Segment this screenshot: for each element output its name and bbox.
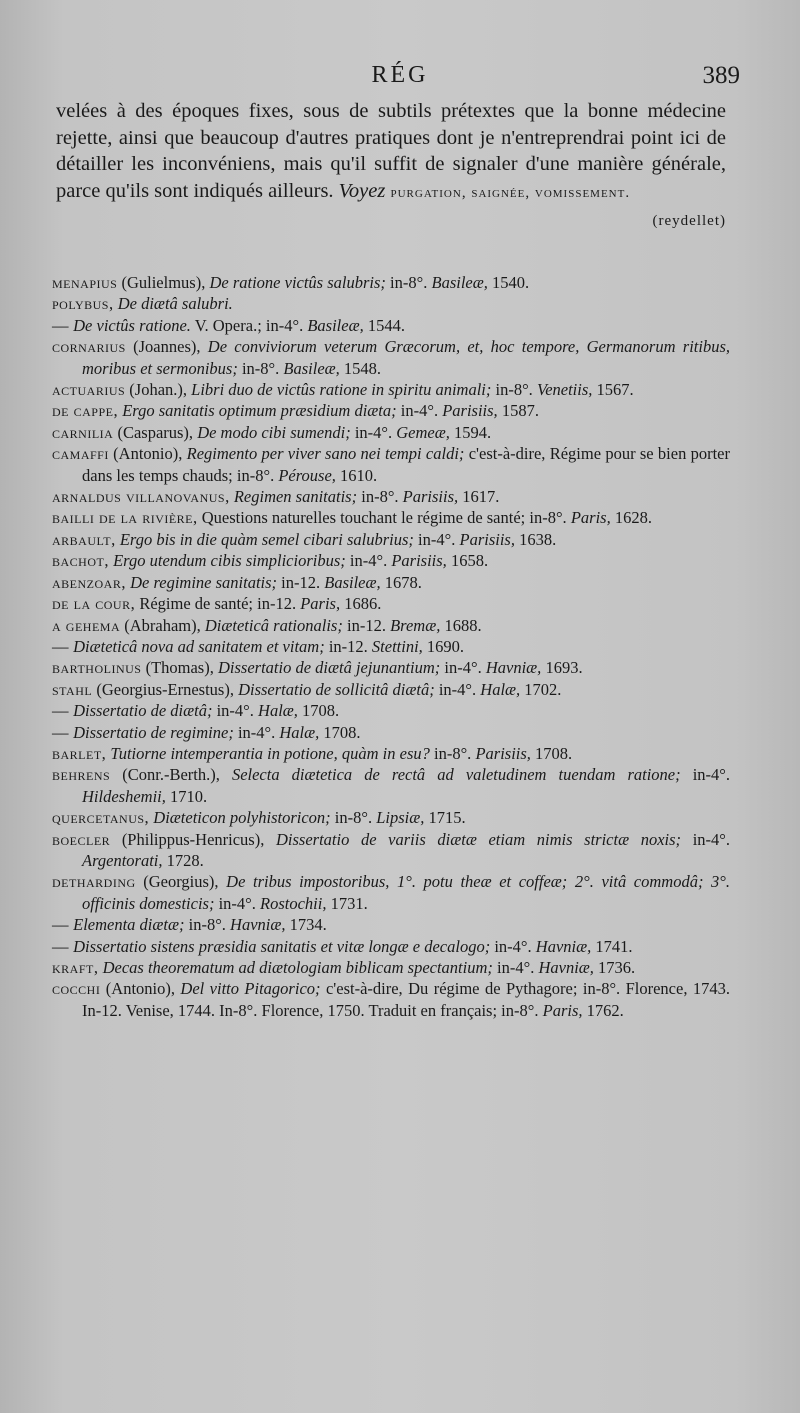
bibliography-entry [52, 978, 730, 1021]
entry-format: in-4°. [349, 551, 388, 571]
entry-detail: (Casparus), [117, 422, 194, 442]
entry-detail: (Philippus-Henricus), [121, 829, 265, 849]
entry-title: De modo cibi sumendi; [197, 422, 351, 442]
entry-place: Paris, [542, 1000, 583, 1020]
entry-title: Regimen sanitatis; [233, 487, 358, 507]
entry-author: bailli de la rivière, [52, 508, 198, 528]
entry-author: arnaldus villanovanus, [52, 487, 230, 507]
entry-title: Ergo sanitatis optimum præsidium diæta; [122, 401, 397, 421]
entry-author: abenzoar, [52, 572, 126, 592]
bibliography-entry [52, 550, 730, 571]
bibliography-entry [52, 636, 730, 657]
entry-title: Elementa diætæ; [73, 915, 185, 935]
bibliography-entry [52, 679, 730, 700]
entry-detail: (Thomas), [145, 658, 214, 678]
entry-title: Ergo bis in die quàm semel cibari salubrius; [119, 529, 414, 549]
entry-place: Basileæ, [307, 315, 364, 335]
entry-place: Halæ, [258, 701, 298, 721]
cross-references: purgation, saignée, vomissement. [390, 184, 631, 201]
entry-year: 1702. [524, 679, 562, 699]
entry-year: 1710. [170, 786, 208, 806]
entry-author: arbault, [52, 529, 116, 549]
entry-author: — [52, 701, 69, 721]
entry-format: in-4°. [438, 679, 477, 699]
entry-year: 1544. [367, 315, 405, 335]
entry-format: in-12. [281, 572, 321, 592]
entry-year: 1628. [614, 508, 652, 528]
entry-author: de la cour, [52, 594, 136, 614]
entry-place: Parisiis, [442, 401, 498, 421]
entry-year: 1540. [491, 273, 530, 292]
entry-author: carnilia [52, 422, 114, 442]
entry-author: cocchi [52, 979, 101, 999]
entry-title: De diætâ salubri. [117, 294, 233, 314]
entry-format: in-8°. [434, 743, 472, 763]
entry-detail: (Abraham), [124, 615, 201, 635]
entry-title: De victûs ratione. [73, 315, 191, 335]
bibliography-entry [52, 957, 730, 978]
entry-author: menapius [52, 273, 118, 292]
entry-detail: (Joannes), [133, 337, 201, 357]
page-header [0, 62, 800, 96]
entry-author: kraft, [52, 958, 99, 977]
entry-place: Havniæ, [535, 936, 592, 956]
entry-year: 1708. [535, 743, 573, 763]
entry-author: — [52, 915, 69, 935]
entry-year: 1610. [340, 465, 378, 485]
entry-format: in-4°. [418, 529, 456, 549]
bibliography-list [52, 272, 730, 1021]
entry-detail: Questions naturelles touchant le régime de santé; [201, 508, 526, 528]
entry-place: Pérouse, [278, 465, 336, 485]
entry-format: in-8°. [334, 808, 373, 828]
entry-place: Lipsiæ, [376, 808, 425, 828]
entry-title: Del vitto Pitagorico; [180, 979, 321, 999]
entry-year: 1728. [166, 850, 204, 870]
entry-title: Tutiorne intemperantia in potione, quàm in esu? [110, 743, 430, 763]
entry-format: in-12. [257, 594, 297, 614]
bibliography-entry [52, 764, 730, 807]
entry-format: in-8°. [188, 915, 226, 935]
entry-detail: (Johan.), [129, 380, 188, 400]
entry-format: c'est-à-dire, Du régime de Pythagore; in-8°. Florence, 1743. In-12. Venise, 1744. In-8°. Florence, 1750. Traduit en français; in-8°. [82, 979, 731, 1020]
see-word: Voyez [338, 179, 386, 202]
entry-detail: (Antonio), [105, 979, 175, 999]
entry-year: 1708. [302, 701, 340, 721]
entry-title: Selecta diætetica de rectâ ad valetudinem tuendam ratione; [231, 765, 681, 785]
entry-title: Dissertatio de regimine; [73, 722, 234, 742]
entry-year: 1594. [454, 422, 492, 442]
entry-author: stahl [52, 679, 93, 699]
entry-year: 1708. [323, 722, 361, 742]
entry-detail: (Georgius), [143, 872, 219, 892]
entry-format: in-8°. [495, 380, 533, 400]
entry-year: 1658. [450, 551, 489, 571]
entry-author: detharding [52, 872, 136, 892]
entry-format: in-4°. [444, 658, 482, 678]
entry-place: Havniæ, [230, 915, 286, 935]
entry-place: Havniæ, [538, 958, 594, 977]
page-number: 389 [702, 62, 740, 89]
entry-place: Basileæ, [324, 572, 381, 592]
bibliography-entry [52, 807, 730, 828]
entry-author: camaffi [52, 444, 109, 464]
entry-year: 1736. [598, 958, 636, 977]
entry-title: Diæteticon polyhistoricon; [153, 808, 331, 828]
bibliography-entry [52, 572, 730, 593]
entry-format: in-4°. [216, 701, 254, 721]
entry-year: 1686. [344, 594, 382, 614]
bibliography-entry [52, 593, 730, 614]
entry-author: — [52, 636, 69, 656]
entry-title: Libri duo de victûs ratione in spiritu animali; [191, 380, 492, 400]
entry-place: Argentorati, [82, 850, 163, 870]
entry-author: bachot, [52, 551, 109, 571]
entry-detail: (Antonio), [113, 444, 183, 464]
entry-author: cornarius [52, 337, 126, 357]
bibliography-entry [52, 315, 730, 336]
bibliography-entry [52, 336, 730, 379]
entry-author: de cappe, [52, 401, 119, 421]
entry-detail: (Conr.-Berth.), [122, 765, 220, 785]
bibliography-entry [52, 936, 730, 957]
entry-place: Havniæ, [485, 658, 542, 678]
bibliography-entry [52, 507, 730, 528]
intro-paragraph [56, 98, 726, 235]
entry-place: Halæ, [279, 722, 320, 742]
bibliography-entry [52, 700, 730, 721]
entry-place: Parisiis, [402, 487, 459, 507]
bibliography-entry [52, 443, 730, 486]
entry-year: 1548. [343, 358, 382, 378]
entry-title: Ergo utendum cibis simplicioribus; [113, 551, 346, 571]
running-title: RÉG [371, 62, 429, 88]
entry-place: Basileæ, [283, 358, 340, 378]
entry-place: Stettini, [371, 636, 423, 656]
entry-format: in-4°. [354, 422, 393, 442]
entry-year: 1690. [426, 636, 465, 656]
entry-format: in-12. [346, 615, 386, 635]
bibliography-entry [52, 743, 730, 764]
entry-place: Paris, [570, 508, 611, 528]
entry-year: 1731. [330, 893, 368, 913]
entry-year: 1567. [596, 380, 634, 400]
entry-year: 1587. [501, 401, 539, 421]
entry-place: Hildeshemii, [82, 786, 166, 806]
entry-format: V. Opera.; in-4°. [194, 315, 304, 335]
intro-text: velées à des époques fixes, sous de subtils prétextes que la bonne médecine rejette, ainsi que beaucoup d'autres pratiques dont je n'entreprendrai point ici de détailler les inconvéniens, mais qu'il suffit de signaler d'une manière générale, parce qu'ils sont indiqués ailleurs. [56, 100, 726, 202]
signature-line [56, 208, 726, 235]
entry-author: boecler [52, 829, 111, 849]
entry-author: a gehema [52, 615, 121, 635]
entry-author: quercetanus, [52, 808, 150, 828]
entry-format: in-4°. [497, 958, 535, 977]
bibliography-entry [52, 871, 730, 914]
entry-format: in-8°. [241, 358, 280, 378]
entry-title: Dissertatio de sollicitâ diætâ; [238, 679, 435, 699]
entry-year: 1762. [586, 1000, 624, 1020]
entry-title: Dissertatio sistens præsidia sanitatis et vitæ longæ e decalogo; [73, 936, 491, 956]
bibliography-entry [52, 615, 730, 636]
entry-place: Bremæ, [390, 615, 441, 635]
entry-format: in-8°. [361, 487, 399, 507]
entry-title: Dissertatio de diætâ; [73, 701, 213, 721]
entry-place: Parisiis, [391, 551, 447, 571]
bibliography-entry [52, 293, 730, 314]
entry-place: Parisiis, [475, 743, 531, 763]
entry-format: in-8°. [390, 273, 428, 292]
entry-format: in-4°. [237, 722, 276, 742]
entry-place: Rostochii, [260, 893, 327, 913]
entry-year: 1638. [519, 529, 557, 549]
entry-year: 1715. [428, 808, 466, 828]
bibliography-entry [52, 422, 730, 443]
entry-detail: (Gulielmus), [121, 273, 206, 292]
entry-title: Regimento per viver sano nei tempi caldi; [186, 444, 465, 464]
entry-detail: Régime de santé; [139, 594, 253, 614]
bibliography-entry [52, 272, 730, 293]
bibliography-entry [52, 722, 730, 743]
entry-format: in-4°. [400, 401, 439, 421]
entry-title: De tribus impostoribus, 1°. potu theæ et coffeæ; 2°. vitâ commodâ; 3°. officinis domesticis; [82, 872, 731, 913]
entry-title: Diæteticâ nova ad sanitatem et vitam; [73, 636, 325, 656]
bibliography-entry [52, 657, 730, 678]
entry-place: Venetiis, [536, 380, 593, 400]
entry-format: in-4°. [692, 829, 730, 849]
entry-place: Gemeæ, [396, 422, 450, 442]
entry-place: Halæ, [480, 679, 521, 699]
entry-place: Basileæ, [431, 273, 488, 292]
entry-author: — [52, 315, 69, 335]
entry-author: — [52, 936, 69, 956]
bibliography-entry [52, 914, 730, 935]
bibliography-entry [52, 486, 730, 507]
entry-format: c'est-à-dire, Régime pour se bien porter dans les temps chauds; in-8°. [82, 444, 731, 485]
entry-year: 1693. [545, 658, 583, 678]
entry-format: in-4°. [218, 893, 256, 913]
entry-title: De ratione victûs salubris; [209, 273, 386, 292]
entry-place: Paris, [300, 594, 341, 614]
entry-title: Dissertatio de variis diætæ etiam nimis strictæ noxis; [275, 829, 682, 849]
entry-author: barlet, [52, 743, 107, 763]
entry-year: 1688. [444, 615, 482, 635]
bibliography-entry [52, 529, 730, 550]
entry-format: in-8°. [529, 508, 567, 528]
entry-year: 1617. [462, 487, 500, 507]
entry-year: 1678. [384, 572, 422, 592]
author-signature: (reydellet) [652, 213, 726, 229]
entry-title: De conviviorum veterum Græcorum, et, hoc tempore, Germanorum ritibus, moribus et sermonibus; [82, 337, 731, 378]
entry-format: in-4°. [692, 765, 730, 785]
bibliography-entry [52, 379, 730, 400]
entry-year: 1734. [289, 915, 327, 935]
entry-year: 1741. [595, 936, 633, 956]
entry-format: in-4°. [494, 936, 532, 956]
entry-title: Decas theorematum ad diætologiam biblicam spectantium; [102, 958, 493, 977]
bibliography-entry [52, 829, 730, 872]
entry-author: — [52, 722, 69, 742]
entry-title: Diæteticâ rationalis; [204, 615, 343, 635]
entry-place: Parisiis, [459, 529, 515, 549]
entry-title: Dissertatio de diætâ jejunantium; [217, 658, 441, 678]
entry-author: actuarius [52, 380, 126, 400]
entry-author: bartholinus [52, 658, 142, 678]
entry-format: in-12. [328, 636, 368, 656]
entry-detail: (Georgius-Ernestus), [96, 679, 234, 699]
entry-author: polybus, [52, 294, 114, 314]
bibliography-entry [52, 400, 730, 421]
entry-author: behrens [52, 765, 111, 785]
entry-title: De regimine sanitatis; [130, 572, 278, 592]
